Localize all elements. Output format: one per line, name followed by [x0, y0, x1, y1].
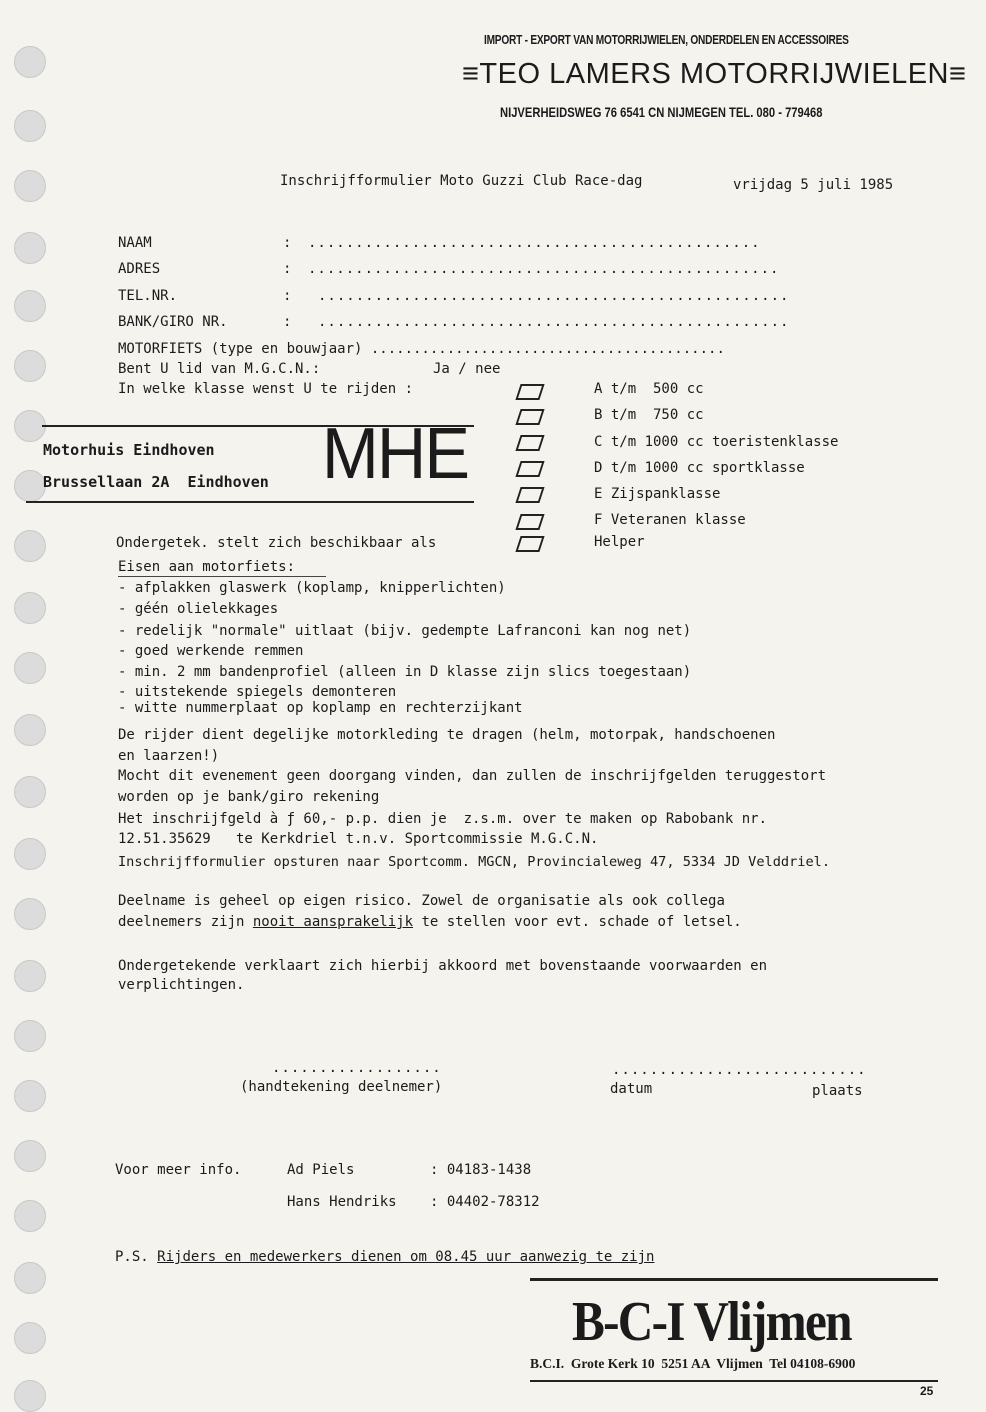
info-person-2: Hans Hendriks	[287, 1194, 397, 1210]
klasse-d-label: D t/m 1000 cc sportklasse	[594, 460, 805, 476]
bci-bottom-rule	[530, 1380, 938, 1382]
field-bank-label: BANK/GIRO NR.	[118, 314, 228, 330]
helper-text: Ondergetek. stelt zich beschikbaar als	[116, 535, 437, 551]
klasse-b-checkbox[interactable]	[515, 409, 544, 425]
eisen-item-5: - min. 2 mm bandenprofiel (alleen in D klasse zijn slics toegestaan)	[118, 664, 692, 680]
kleding-line-2: en laarzen!)	[118, 748, 220, 764]
company-bars-right-icon: ≡	[949, 58, 967, 90]
field-naam-input[interactable]: ................................................	[308, 235, 761, 251]
eisen-item-4: - goed werkende remmen	[118, 643, 304, 659]
klasse-c-checkbox[interactable]	[515, 435, 544, 451]
info-phone-2: : 04402-78312	[430, 1194, 540, 1210]
eisen-item-7: - witte nummerplaat op koplamp en rechterzijkant	[118, 700, 523, 716]
klasse-e-checkbox[interactable]	[515, 487, 544, 503]
field-adres-label: ADRES	[118, 261, 161, 277]
lid-question: Bent U lid van M.G.C.N.:	[118, 361, 321, 377]
field-tel-label: TEL.NR.	[118, 288, 178, 304]
company-name-text: TEO LAMERS MOTORRIJWIELEN	[479, 58, 949, 90]
ps-line	[115, 1249, 654, 1265]
mhe-bottom-rule	[26, 501, 474, 503]
field-adres-input[interactable]: ..................................................	[308, 261, 780, 277]
klasse-e-label: E Zijspanklasse	[594, 486, 721, 502]
klasse-d-checkbox[interactable]	[515, 461, 544, 477]
field-naam-sep: :	[283, 235, 292, 251]
info-person-1: Ad Piels	[287, 1162, 355, 1178]
mhe-logo: MHE	[321, 414, 469, 494]
akkoord-line-1: Ondergetekende verklaart zich hierbij akkoord met bovenstaande voorwaarden en	[118, 958, 768, 974]
doorgang-line-2: worden op je bank/giro rekening	[118, 789, 380, 805]
geld-line-2: 12.51.35629 te Kerkdriel t.n.v. Sportcommissie M.G.C.N.	[118, 831, 599, 847]
eisen-item-2: - géén olielekkages	[118, 601, 279, 617]
field-motorfiets[interactable]: MOTORFIETS (type en bouwjaar) ..........................................	[118, 341, 725, 357]
klasse-c-label: C t/m 1000 cc toeristenklasse	[594, 434, 839, 450]
datum-plaats-line[interactable]: ...........................	[612, 1062, 867, 1078]
risico-line-1: Deelname is geheel op eigen risico. Zowel de organisatie als ook collega	[118, 893, 725, 909]
akkoord-line-2: verplichtingen.	[118, 977, 245, 993]
mhe-name: Motorhuis Eindhoven	[43, 441, 215, 459]
opsturen-line: Inschrijfformulier opsturen naar Sportcomm. MGCN, Provincialeweg 47, 5334 JD Velddriel.	[118, 854, 831, 870]
risico-text-c: te stellen voor evt. schade of letsel.	[413, 914, 742, 930]
page-number: 25	[920, 1384, 934, 1398]
kleding-line-1: De rijder dient degelijke motorkleding te dragen (helm, motorpak, handschoenen	[118, 727, 776, 743]
field-bank-sep: :	[283, 314, 292, 330]
risico-line-2	[118, 914, 742, 930]
klasse-a-checkbox[interactable]	[515, 384, 544, 400]
helper-checkbox[interactable]	[515, 536, 544, 552]
form-title: Inschrijfformulier Moto Guzzi Club Race-dag	[280, 173, 643, 189]
eisen-item-3: - redelijk "normale" uitlaat (bijv. gedempte Lafranconi kan nog net)	[118, 623, 692, 639]
signature-line[interactable]: ..................	[272, 1060, 442, 1076]
klasse-b-label: B t/m 750 cc	[594, 407, 704, 423]
company-name	[462, 58, 966, 91]
field-adres-sep: :	[283, 261, 292, 277]
eisen-item-6: - uitstekende spiegels demonteren	[118, 684, 397, 700]
form-date: vrijdag 5 juli 1985	[733, 177, 894, 193]
datum-label: datum	[610, 1081, 653, 1097]
geld-line-1: Het inschrijfgeld à ƒ 60,- p.p. dien je z.s.m. over te maken op Rabobank nr.	[118, 811, 768, 827]
risico-text-a: deelnemers zijn	[118, 914, 253, 930]
field-naam-label: NAAM	[118, 235, 152, 251]
bci-top-rule	[530, 1278, 938, 1281]
klasse-f-label: F Veteranen klasse	[594, 512, 746, 528]
bci-address: B.C.I. Grote Kerk 10 5251 AA Vlijmen Tel 04108-6900	[530, 1356, 856, 1371]
bci-name: B-C-I Vlijmen	[572, 1291, 851, 1353]
klasse-a-label: A t/m 500 cc	[594, 381, 704, 397]
eisen-title: Eisen aan motorfiets:	[118, 559, 296, 575]
lid-answer[interactable]: Ja / nee	[433, 361, 501, 377]
klasse-question: In welke klasse wenst U te rijden :	[118, 381, 414, 397]
header-tagline: IMPORT - EXPORT VAN MOTORRIJWIELEN, ONDERDELEN EN ACCESSOIRES	[484, 32, 849, 47]
info-phone-1: : 04183-1438	[430, 1162, 532, 1178]
ps-prefix: P.S.	[115, 1249, 158, 1265]
klasse-f-checkbox[interactable]	[515, 514, 544, 530]
plaats-label: plaats	[812, 1083, 863, 1099]
company-address: NIJVERHEIDSWEG 76 6541 CN NIJMEGEN TEL. 080 - 779468	[500, 104, 823, 120]
company-bars-left-icon: ≡	[462, 58, 480, 90]
eisen-item-1: - afplakken glaswerk (koplamp, knipperlichten)	[118, 580, 506, 596]
helper-label: Helper	[594, 534, 645, 550]
field-tel-sep: :	[283, 288, 292, 304]
ps-text: Rijders en medewerkers dienen om 08.45 uur aanwezig te zijn	[157, 1249, 655, 1265]
signature-label: (handtekening deelnemer)	[240, 1079, 443, 1095]
eisen-title-underline	[118, 576, 326, 577]
risico-text-underlined: nooit aansprakelijk	[252, 914, 414, 930]
doorgang-line-1: Mocht dit evenement geen doorgang vinden, dan zullen de inschrijfgelden teruggestort	[118, 768, 827, 784]
mhe-address: Brussellaan 2A Eindhoven	[43, 473, 269, 491]
field-bank-input[interactable]: ..................................................	[318, 314, 790, 330]
info-label: Voor meer info.	[115, 1162, 242, 1178]
field-tel-input[interactable]: ..................................................	[318, 288, 790, 304]
